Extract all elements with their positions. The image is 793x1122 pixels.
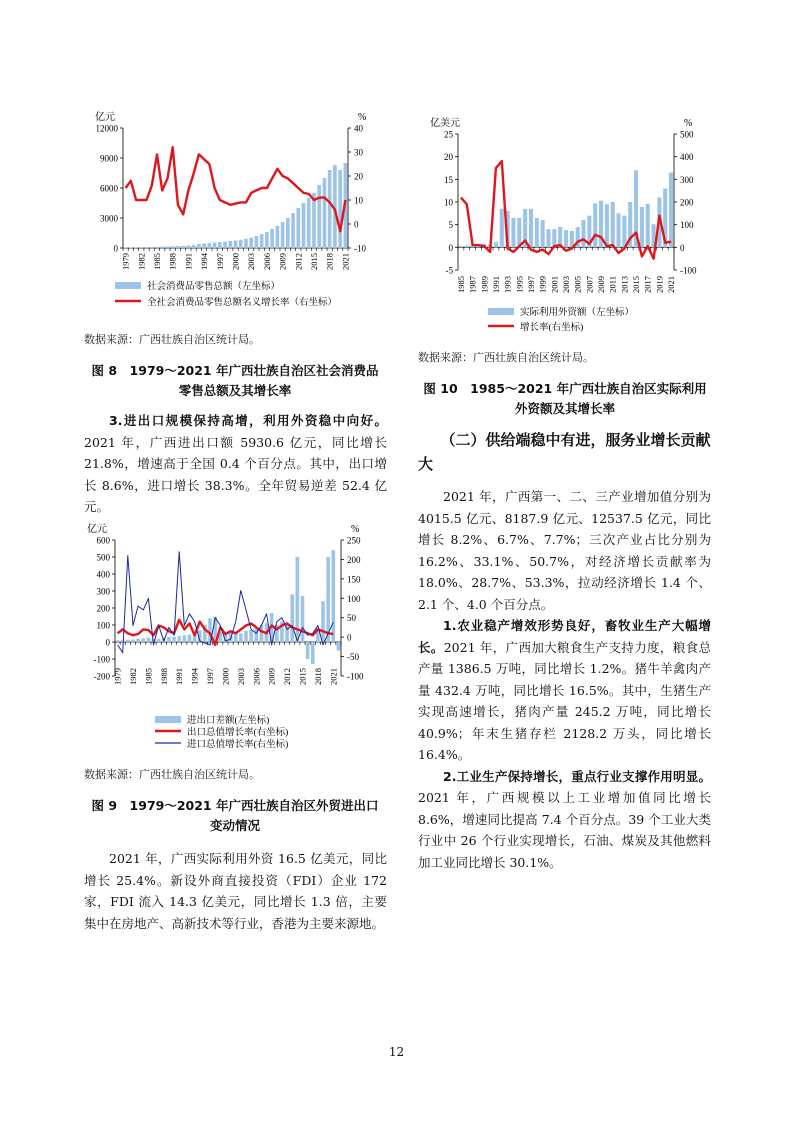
bar: [622, 216, 626, 248]
bar: [306, 642, 310, 659]
x-tick-label: 2015: [297, 668, 308, 685]
right-axis-unit: %: [684, 118, 693, 129]
bar: [541, 220, 545, 247]
legend-label: 增长率(右坐标): [520, 323, 584, 333]
bar: [605, 204, 609, 247]
right-tick-label: -100: [680, 265, 697, 276]
x-tick-label: 1988: [167, 253, 178, 270]
page-number: 12: [388, 1045, 405, 1059]
left-tick-label: 200: [96, 603, 110, 614]
agri-heading: 1.农业稳产增效形势良好，畜牧业生产大幅增长。: [418, 618, 711, 655]
bar: [459, 246, 463, 247]
bar: [301, 596, 305, 642]
bar: [213, 243, 217, 249]
fig10-source: 数据来源：广西壮族自治区统计局。: [418, 351, 594, 364]
bar: [517, 218, 521, 247]
bar: [564, 230, 568, 247]
legend-swatch: [155, 716, 181, 723]
fig8-caption-line1: 图 8 1979～2021 年广西壮族自治区社会消费品: [91, 363, 379, 378]
section-heading-supply: （二）供给端稳中有进，服务业增长贡献大: [418, 431, 711, 473]
bar: [312, 193, 316, 248]
bar: [646, 204, 650, 248]
right-tick-label: 50: [347, 613, 356, 624]
x-tick-label: 2012: [282, 668, 293, 685]
bar: [581, 220, 585, 247]
left-tick-label: -5: [445, 265, 453, 276]
fdi-text: 2021 年，广西实际利用外资 16.5 亿美元，同比增长 25.4%。新设外商直接投资（FDI）企业 172 家，FDI 流入 14.3 亿美元，同比增长 1.3 倍，主要集中在房地产、高新技术等行业，香港为主要来源地。: [84, 851, 387, 931]
right-tick-label: 150: [347, 574, 361, 585]
right-tick-label: -100: [347, 671, 364, 682]
x-tick-label: 2018: [312, 668, 323, 685]
right-tick-label: 400: [680, 152, 694, 163]
x-tick-label: 1994: [199, 253, 210, 270]
x-tick-label: 1997: [214, 253, 225, 270]
bar: [593, 203, 597, 247]
bar: [223, 242, 227, 249]
legend-label: 实际利用外资额（左坐标）: [520, 308, 635, 318]
bar: [249, 630, 253, 642]
x-tick-label: 1979: [120, 253, 131, 270]
bar: [160, 247, 164, 248]
right-tick-label: 0: [354, 219, 359, 230]
bar: [669, 173, 673, 248]
right-tick-label: 100: [347, 593, 361, 604]
x-tick-label: 2021: [666, 276, 677, 293]
bar: [126, 640, 130, 642]
bar: [546, 229, 550, 247]
bar: [276, 226, 280, 248]
bar: [208, 243, 212, 248]
bar: [124, 248, 128, 249]
left-tick-label: 15: [444, 174, 453, 185]
bar: [187, 245, 191, 248]
bar: [307, 198, 311, 248]
agri-body: 2021 年，广西加大粮食生产支持力度，粮食总产量 1386.5 万吨，同比增长 1.2%。猪牛羊禽肉产量 432.4 万吨，同比增长 16.5%。其中，生猪生产实现高速增长，猪肉产量 245.2 万吨，同比增长 40.9%；年末生猪存栏 2128.2 万头，同比增长 16.4%。: [418, 639, 711, 762]
right-tick-label: 100: [680, 220, 694, 231]
x-tick-label: 1991: [174, 668, 185, 685]
x-tick-label: 1982: [136, 253, 147, 270]
x-tick-label: 2003: [246, 253, 257, 270]
right-tick-label: 200: [680, 197, 694, 208]
right-tick-label: 0: [347, 632, 352, 643]
x-tick-label: 1985: [152, 253, 163, 270]
bar: [116, 640, 120, 642]
legend-swatch: [115, 282, 141, 289]
chart-fig10: [418, 110, 718, 335]
bar: [337, 642, 341, 651]
right-tick-label: -10: [354, 243, 366, 254]
x-tick-label: 2006: [251, 668, 262, 685]
x-tick-label: 1979: [112, 668, 123, 685]
bar: [239, 634, 243, 643]
left-tick-label: 25: [444, 129, 453, 140]
bar: [183, 635, 187, 642]
x-tick-label: 2000: [230, 253, 241, 270]
trade-heading: 3.进出口规模保持高增，利用外资稳中向好。: [109, 413, 387, 428]
bar: [147, 638, 151, 642]
fig9-caption-line1: 图 9 1979～2021 年广西壮族自治区外贸进出口: [91, 798, 379, 813]
left-tick-label: 400: [96, 569, 110, 580]
supply-paragraph: 2021 年，广西第一、二、三产业增加值分别为 4015.5 亿元、8187.9 亿元、12537.5 亿元，同比增长 8.2%、6.7%、7.7%；三次产业占比分别为 16.2%、33.1%、50.7%，对经济增长贡献率为 18.0%、28.7%、53.3%，拉动经济增长 1.4 个、2.1 个、4.0 个百分点。: [418, 489, 711, 612]
x-tick-label: 2021: [328, 668, 339, 685]
x-tick-label: 2009: [266, 668, 277, 685]
right-tick-label: 40: [354, 123, 363, 134]
bar: [270, 229, 274, 248]
bar: [317, 185, 321, 248]
fig8-caption-line2: 零售总额及其增长率: [178, 383, 292, 398]
bar: [181, 246, 185, 248]
right-column-text: [418, 428, 711, 873]
fdi-paragraph: [84, 848, 387, 934]
x-tick-label: 1995: [514, 276, 525, 293]
x-tick-label: 2012: [293, 253, 304, 270]
left-tick-label: 12000: [95, 123, 118, 134]
x-tick-label: 2011: [607, 276, 618, 293]
right-tick-label: 500: [680, 129, 694, 140]
bar: [290, 594, 294, 642]
bar: [286, 218, 290, 248]
left-tick-label: 6000: [100, 183, 118, 194]
bar: [323, 178, 327, 248]
right-tick-label: 300: [680, 174, 694, 185]
legend-label: 全社会消费品零售总额名义增长率（右坐标）: [147, 298, 338, 308]
bar: [291, 213, 295, 248]
bar: [172, 637, 176, 642]
left-tick-label: 9000: [100, 153, 118, 164]
x-tick-label: 1982: [127, 668, 138, 685]
x-tick-label: 1989: [479, 276, 490, 293]
left-tick-label: 0: [113, 243, 118, 254]
x-tick-label: 2000: [220, 668, 231, 685]
bar: [296, 208, 300, 248]
bar: [535, 218, 539, 247]
legend-label: 进口总值增长率(右坐标): [187, 740, 289, 750]
bar: [228, 241, 232, 248]
bar: [570, 231, 574, 247]
bar: [529, 209, 533, 248]
x-tick-label: 1988: [158, 668, 169, 685]
bar: [129, 247, 133, 248]
x-tick-label: 1987: [467, 276, 478, 293]
bar: [338, 170, 342, 248]
bar: [255, 236, 259, 248]
bar: [552, 229, 556, 247]
x-tick-label: 2003: [561, 276, 571, 293]
bar: [249, 238, 253, 248]
bar: [311, 642, 315, 664]
bar: [494, 242, 498, 247]
x-tick-label: 2001: [549, 276, 560, 293]
bar: [171, 246, 175, 248]
bar: [150, 247, 154, 248]
bar: [177, 636, 181, 642]
left-axis-unit: 亿元: [87, 524, 107, 535]
right-tick-label: 250: [347, 535, 361, 546]
x-tick-label: 2005: [572, 276, 583, 293]
left-tick-label: 0: [105, 637, 110, 648]
bar: [176, 246, 180, 248]
bar: [166, 246, 170, 248]
bar: [202, 244, 206, 249]
x-tick-label: 2019: [654, 276, 665, 293]
x-tick-label: 2013: [619, 276, 630, 293]
bar: [192, 245, 196, 248]
legend-label: 出口总值增长率(右坐标): [187, 728, 289, 738]
bar: [218, 242, 222, 248]
right-tick-label: 20: [354, 171, 363, 182]
x-tick-label: 2009: [596, 276, 607, 293]
x-tick-label: 1997: [525, 276, 536, 293]
fig10-caption-line2: 外资额及其增长率: [514, 401, 615, 416]
bar: [260, 234, 264, 248]
left-tick-label: 5: [448, 220, 453, 231]
bar: [145, 247, 149, 248]
bar: [155, 247, 159, 248]
left-axis-unit: 亿元: [95, 112, 115, 123]
bar: [244, 239, 248, 248]
bar: [321, 601, 325, 642]
x-tick-label: 2021: [340, 253, 351, 270]
bar: [131, 639, 135, 642]
left-tick-label: -100: [93, 654, 110, 665]
x-tick-label: 1999: [537, 276, 548, 293]
left-tick-label: -200: [93, 671, 110, 682]
left-tick-label: 3000: [100, 213, 118, 224]
left-tick-label: 600: [96, 535, 110, 546]
right-axis-unit: %: [358, 112, 367, 123]
right-tick-label: 0: [680, 242, 685, 253]
bar: [265, 232, 269, 248]
bar: [121, 640, 125, 642]
x-tick-label: 2006: [261, 253, 272, 270]
x-tick-label: 2007: [584, 276, 595, 293]
x-tick-label: 1993: [502, 276, 513, 293]
bar: [239, 240, 243, 248]
trade-body: 2021 年，广西进出口额 5930.6 亿元，同比增长 21.8%，增速高于全国 0.4 个百分点。其中，出口增长 8.6%，进口增长 38.3%。全年贸易逆差 52.4 亿元。: [84, 434, 387, 514]
x-tick-label: 2015: [631, 276, 642, 293]
x-tick-label: 2018: [324, 252, 335, 270]
bar: [331, 550, 335, 642]
industry-body: 2021 年，广西规模以上工业增加值同比增长 8.6%，增速同比提高 7.4 个百分点。39 个工业大类行业中 26 个行业实现增长，石油、煤炭及其他燃料加工业同比增长 30.1%。: [418, 790, 711, 870]
bar: [134, 247, 138, 248]
bar: [511, 218, 515, 247]
left-axis-unit: 亿美元: [430, 118, 460, 129]
left-tick-label: 500: [96, 552, 110, 563]
right-axis-unit: %: [351, 524, 360, 535]
bar: [640, 207, 644, 247]
x-tick-label: 2015: [308, 253, 319, 270]
bar: [611, 202, 615, 247]
x-tick-label: 1997: [205, 668, 216, 685]
fig10-caption-line1: 图 10 1985～2021 年广西壮族自治区实际利用: [423, 381, 707, 396]
fig8-source: 数据来源：广西壮族自治区统计局。: [84, 333, 260, 346]
x-tick-label: 1991: [183, 253, 194, 270]
legend-label: 进出口差额(左坐标): [187, 716, 270, 726]
x-tick-label: 2009: [277, 253, 288, 270]
bar: [465, 246, 469, 248]
legend-swatch: [488, 308, 514, 315]
bar: [326, 557, 330, 642]
bar: [197, 244, 201, 248]
fig9-caption-line2: 变动情况: [209, 818, 260, 833]
bar: [616, 213, 620, 247]
bar: [139, 247, 143, 248]
bar: [188, 634, 192, 642]
bar: [254, 628, 258, 642]
bar: [500, 209, 504, 248]
bar: [302, 203, 306, 248]
left-tick-label: 0: [448, 242, 453, 253]
bar: [281, 222, 285, 248]
x-tick-label: 1985: [455, 276, 466, 293]
x-tick-label: 2003: [235, 668, 246, 685]
industry-heading: 2.工业生产保持增长，重点行业支撑作用明显。: [443, 768, 711, 784]
left-tick-label: 300: [96, 586, 110, 597]
bar: [234, 240, 238, 248]
bar: [136, 639, 140, 642]
bar: [328, 170, 332, 248]
right-tick-label: -50: [347, 652, 359, 663]
x-tick-label: 1994: [189, 668, 200, 685]
trade-paragraph: [84, 410, 387, 518]
fig9-source: 数据来源：广西壮族自治区统计局。: [84, 768, 260, 781]
bar: [167, 637, 171, 642]
left-tick-label: 100: [96, 620, 110, 631]
right-tick-label: 10: [354, 195, 363, 206]
bar: [157, 639, 161, 642]
bar: [244, 631, 248, 642]
x-tick-label: 2017: [642, 276, 653, 293]
left-tick-label: 20: [444, 152, 453, 163]
bar: [141, 638, 145, 642]
right-tick-label: 200: [347, 554, 361, 565]
chart-fig8: [85, 100, 390, 325]
legend-label: 社会消费品零售总额（左坐标）: [147, 282, 281, 292]
x-tick-label: 1991: [490, 276, 501, 293]
left-tick-label: 10: [444, 197, 453, 208]
x-tick-label: 1985: [143, 668, 154, 685]
right-tick-label: 30: [354, 147, 363, 158]
chart-fig9: [85, 522, 390, 754]
